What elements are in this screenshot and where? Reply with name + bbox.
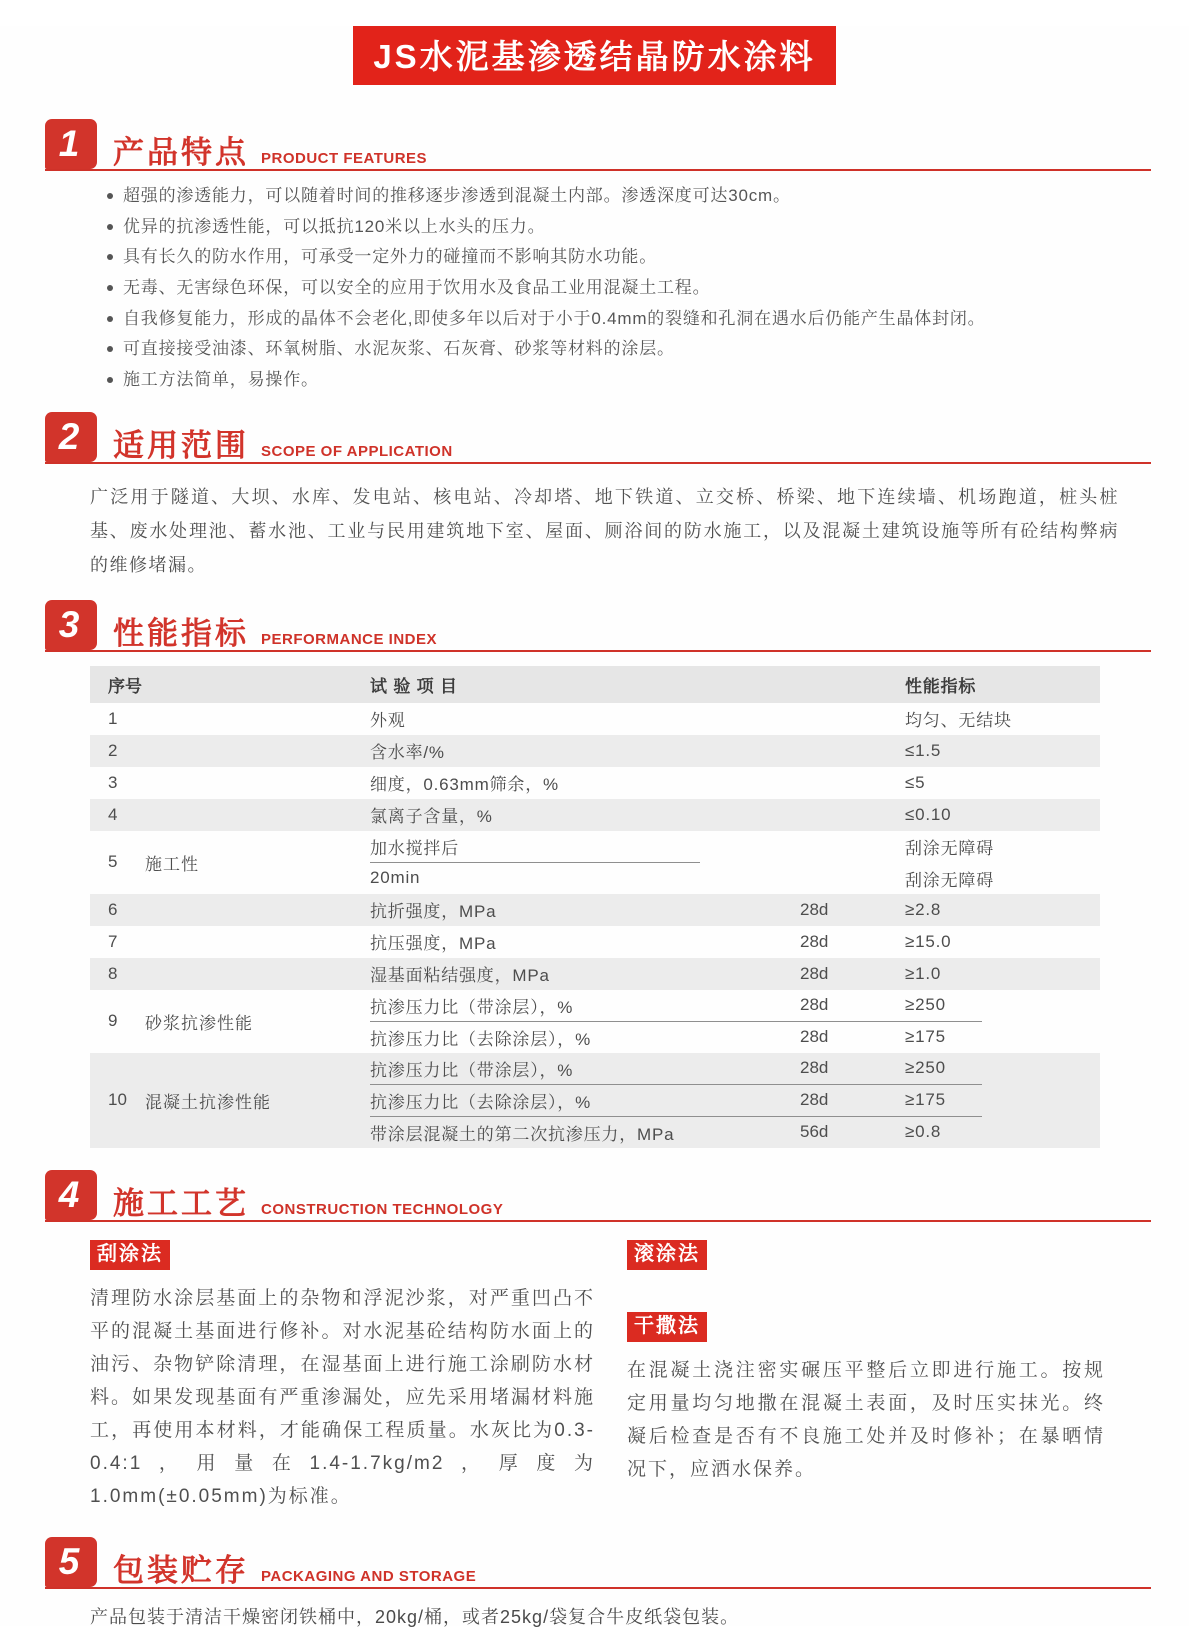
section-header	[45, 1537, 1151, 1589]
section-subtitle-en: PACKAGING AND STORAGE	[261, 1567, 477, 1585]
cell-test-item: 抗折强度，MPa	[370, 902, 497, 922]
cell-test-item: 抗渗压力比（去除涂层），%	[370, 1092, 592, 1112]
cell-test-item: 含水率/%	[370, 743, 445, 763]
cell-category	[145, 926, 370, 958]
cell-serial: 3	[108, 772, 118, 792]
cell-age: 28d	[800, 1027, 829, 1047]
section-subtitle-en: PRODUCT FEATURES	[261, 150, 428, 167]
section-title: 施工工艺	[113, 1185, 249, 1221]
feature-item: 施工方法简单，易操作。	[105, 371, 1151, 390]
cell-category	[145, 767, 370, 799]
section-header	[45, 1170, 1151, 1222]
cell-test-item: 20min	[370, 868, 421, 888]
cell-serial: 8	[108, 963, 118, 983]
section-scope	[45, 412, 1151, 464]
spacer	[627, 1270, 1105, 1312]
method-description: 在混凝土浇注密实碾压平整后立即进行施工。按规定用量均匀地撒在混凝土表面，及时压实抹光。终凝后检查是否有不良施工处并及时修补；在暴晒情况下，应洒水保养。	[627, 1359, 1105, 1480]
section-performance-index	[45, 600, 1151, 652]
cell-test-item: 带涂层混凝土的第二次抗渗压力，MPa	[370, 1124, 675, 1144]
section-product-features	[45, 119, 1151, 171]
cell-index-value: ≥250	[905, 995, 946, 1015]
packaging-paragraph: 产品包装于清洁干燥密闭铁桶中，20kg/桶，或者25kg/袋复合牛皮纸袋包装。	[90, 1606, 740, 1627]
section-header	[45, 119, 1151, 171]
cell-index-value: ≥1.0	[905, 963, 942, 983]
section-construction	[45, 1170, 1151, 1222]
product-title-banner: JS水泥基渗透结晶防水涂料	[353, 26, 835, 85]
feature-list	[105, 187, 1151, 390]
cell-test-item: 加水搅拌后	[370, 838, 459, 858]
feature-item: 自我修复能力，形成的晶体不会老化,即使多年以后对于小于0.4mm的裂缝和孔洞在遇水后仍能产生晶体封闭。	[105, 310, 1151, 329]
cell-age: 28d	[800, 995, 829, 1015]
feature-item: 无毒、无害绿色环保，可以安全的应用于饮用水及食品工业用混凝土工程。	[105, 279, 1151, 298]
table-row	[90, 767, 1100, 799]
cell-serial: 6	[108, 899, 118, 919]
cell-test-item: 抗压强度，MPa	[370, 934, 497, 954]
section-subtitle-en: CONSTRUCTION TECHNOLOGY	[261, 1200, 504, 1218]
cell-serial: 10	[108, 1090, 127, 1110]
section-number-badge: 4	[45, 1170, 97, 1220]
section-title: 适用范围	[113, 427, 249, 463]
table-row-concrete-impermeability	[90, 1053, 1100, 1148]
cell-index-value: ≥15.0	[905, 931, 952, 951]
cell-serial: 7	[108, 931, 118, 951]
method-column-right	[627, 1240, 1105, 1513]
section-number-badge: 1	[45, 119, 97, 169]
section-number-badge: 5	[45, 1537, 97, 1587]
method-description: 清理防水涂层基面上的杂物和浮泥沙浆，对严重凹凸不平的混凝土基面进行修补。对水泥基砼结构防水面上的油污、杂物铲除清理，在湿基面上进行施工涂刷防水材料。如果发现基面有严重渗漏处，应先采用堵漏材料施工，再使用本材料，才能确保工程质量。水灰比为0.3-0.4:1，用量在1.4-1.7kg/m2，厚度为1.0mm(±0.05mm)为标准。	[90, 1287, 595, 1507]
section-packaging	[45, 1537, 1151, 1589]
table-row	[90, 799, 1100, 831]
cell-category: 砂浆抗渗性能	[145, 1013, 253, 1033]
construction-methods	[90, 1240, 1144, 1513]
cell-category	[145, 958, 370, 990]
cell-test-item: 抗渗压力比（带涂层），%	[370, 997, 574, 1017]
header-test-item: 试 验 项 目	[370, 676, 458, 696]
cell-category	[145, 894, 370, 926]
table-row	[90, 735, 1100, 767]
section-header	[45, 412, 1151, 464]
section-number-badge: 3	[45, 600, 97, 650]
header-category	[145, 666, 370, 703]
section-title: 性能指标	[113, 615, 249, 651]
table-row-mortar-impermeability	[90, 990, 1100, 1053]
cell-index-value: ≤0.10	[905, 804, 952, 824]
table-row-workability	[90, 831, 1100, 894]
scope-paragraph: 广泛用于隧道、大坝、水库、发电站、核电站、冷却塔、地下铁道、立交桥、桥梁、地下连续墙、机场跑道，桩头桩基、废水处理池、蓄水池、工业与民用建筑地下室、屋面、厕浴间的防水施工，以及混凝土建筑设施等所有砼结构弊病的维修堵漏。	[90, 486, 1119, 575]
cell-category	[145, 735, 370, 767]
cell-index-value: ≤5	[905, 772, 926, 792]
cell-age: 28d	[800, 899, 829, 919]
performance-table	[90, 666, 1100, 1148]
cell-index-value: ≥175	[905, 1027, 946, 1047]
feature-item: 优异的抗渗透性能，可以抵抗120米以上水头的压力。	[105, 218, 1151, 237]
cell-age: 28d	[800, 1058, 829, 1078]
cell-serial: 4	[108, 804, 118, 824]
section-number-badge: 2	[45, 412, 97, 462]
cell-serial: 1	[108, 708, 118, 728]
cell-serial: 5	[108, 852, 118, 872]
cell-category: 混凝土抗渗性能	[145, 1092, 271, 1112]
section-subtitle-en: SCOPE OF APPLICATION	[261, 442, 453, 460]
cell-age: 56d	[800, 1122, 829, 1142]
section-subtitle-en: PERFORMANCE INDEX	[261, 630, 438, 648]
cell-index-value: 刮涂无障碍	[905, 870, 994, 890]
feature-item: 超强的渗透能力，可以随着时间的推移逐步渗透到混凝土内部。渗透深度可达30cm。	[105, 187, 1151, 206]
cell-index-value: ≥2.8	[905, 899, 942, 919]
cell-index-value: ≥0.8	[905, 1122, 942, 1142]
cell-test-item: 氯离子含量，%	[370, 807, 493, 827]
table-header-row	[90, 666, 1100, 703]
cell-test-item: 外观	[370, 711, 406, 731]
cell-test-item: 抗渗压力比（去除涂层），%	[370, 1029, 592, 1049]
table-row	[90, 703, 1100, 735]
cell-category: 施工性	[145, 854, 199, 874]
method-badge-dry-shake: 干撒法	[627, 1312, 707, 1342]
cell-age: 28d	[800, 931, 829, 951]
table-row	[90, 926, 1100, 958]
section-header	[45, 600, 1151, 652]
cell-age: 28d	[800, 963, 829, 983]
method-badge: 刮涂法	[90, 1240, 170, 1270]
method-badge-roller: 滚涂法	[627, 1240, 707, 1270]
cell-index-value: ≥250	[905, 1058, 946, 1078]
cell-serial: 9	[108, 1011, 118, 1031]
cell-test-item: 抗渗压力比（带涂层），%	[370, 1060, 574, 1080]
cell-category	[145, 799, 370, 831]
section-title: 包装贮存	[113, 1552, 249, 1588]
header-serial: 序号	[108, 676, 142, 696]
cell-age: 28d	[800, 1090, 829, 1110]
feature-item: 具有长久的防水作用，可承受一定外力的碰撞而不影响其防水功能。	[105, 248, 1151, 267]
header-index: 性能指标	[905, 676, 977, 696]
cell-index-value: ≤1.5	[905, 740, 942, 760]
table-row	[90, 958, 1100, 990]
cell-test-item: 湿基面粘结强度，MPa	[370, 966, 550, 986]
cell-serial: 2	[108, 740, 118, 760]
cell-index-value: 均匀、无结块	[905, 711, 1012, 731]
datasheet-page	[0, 26, 1189, 1626]
method-scrape-coating	[90, 1240, 595, 1513]
feature-item: 可直接接受油漆、环氧树脂、水泥灰浆、石灰膏、砂浆等材料的涂层。	[105, 340, 1151, 359]
cell-index-value: ≥175	[905, 1090, 946, 1110]
cell-test-item: 细度，0.63mm筛余，%	[370, 775, 559, 795]
cell-index-value: 刮涂无障碍	[905, 838, 994, 858]
table-row	[90, 894, 1100, 926]
cell-category	[145, 703, 370, 735]
section-title: 产品特点	[113, 135, 249, 170]
